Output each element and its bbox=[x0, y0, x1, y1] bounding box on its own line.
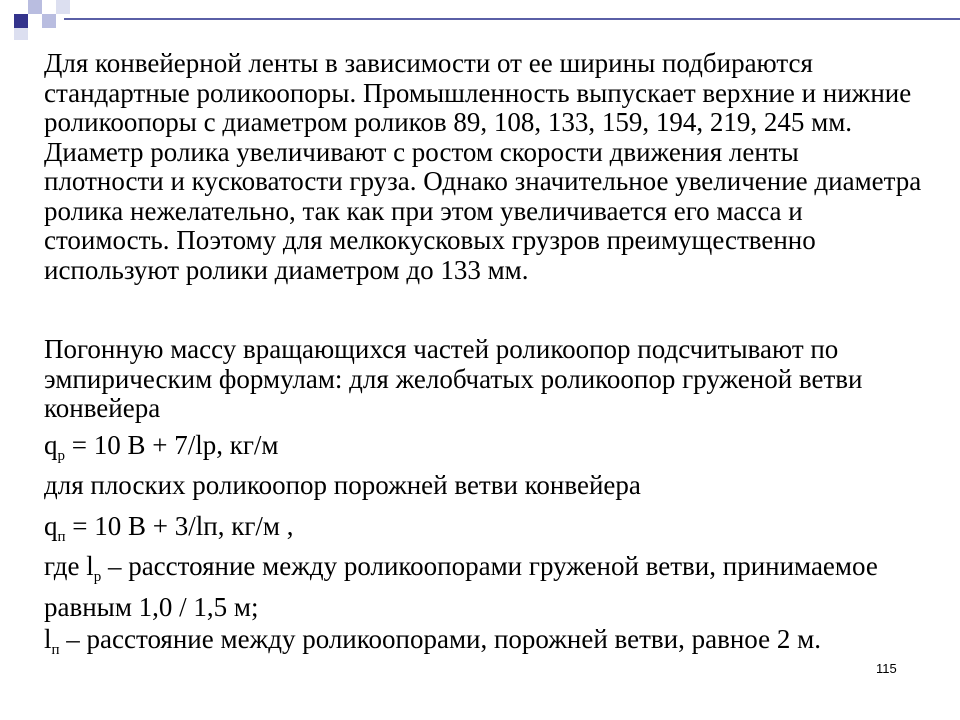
paragraph-empty-spacing bbox=[44, 625, 924, 666]
formula-loaded-branch bbox=[44, 431, 924, 472]
text-prefix: l bbox=[44, 624, 52, 654]
paragraph-loaded-spacing bbox=[44, 552, 924, 622]
text-subscript: р bbox=[93, 569, 102, 585]
formula-var: q bbox=[44, 430, 58, 460]
paragraph-roller-diameters bbox=[44, 49, 924, 285]
formula-subscript: р bbox=[57, 448, 65, 464]
decor-square-dark bbox=[14, 14, 28, 28]
decor-bar bbox=[64, 18, 960, 20]
formula-subscript: п bbox=[57, 529, 66, 545]
formula-rest: = 10 В + 3/lп, кг/м , bbox=[65, 511, 294, 541]
decor-square-pale bbox=[56, 0, 70, 14]
paragraph-mass-formulas bbox=[44, 335, 924, 424]
page-number: 115 bbox=[876, 661, 897, 676]
formula-var: q bbox=[44, 511, 58, 541]
formula-empty-branch bbox=[44, 512, 924, 553]
paragraph-text: Для конвейерной ленты в зависимости от ее ширины подбираются стандартные роликоопоры. Промышленность выпускает верхние и нижние роликоопоры с диаметром роликов 89, 108, 133, 159, 194, 219, 245 мм. Диаметр ролика увеличивают с ростом скорости движения ленты плотности и кусковатости груза. Однако значительное увеличение диаметра ролика нежелательно, так как при этом увеличивается его масса и стоимость. Поэтому для мелкокусковых грузров преимущественно используют ролики диаметром до 133 мм. bbox=[44, 48, 922, 285]
paragraph-text: для плоских роликоопор порожней ветви конвейера bbox=[44, 470, 641, 500]
header-decoration bbox=[0, 0, 960, 40]
decor-square-light bbox=[42, 14, 56, 28]
text-prefix: где l bbox=[44, 551, 94, 581]
text-rest: – расстояние между роликоопорами, порожней ветви, равное 2 м. bbox=[59, 624, 821, 654]
text-subscript: п bbox=[51, 642, 60, 658]
paragraph-flat-rollers bbox=[44, 471, 924, 501]
text-rest: – расстояние между роликоопорами груженой ветви, принимаемое равным 1,0 / 1,5 м; bbox=[44, 551, 878, 622]
decor-square-light bbox=[28, 0, 42, 14]
decor-square-pale bbox=[14, 28, 28, 40]
paragraph-text: Погонную массу вращающихся частей роликоопор подсчитывают по эмпирическим формулам: для желобчатых роликоопор груженой ветви конвейера bbox=[44, 334, 863, 423]
formula-rest: = 10 В + 7/lр, кг/м bbox=[65, 430, 279, 460]
